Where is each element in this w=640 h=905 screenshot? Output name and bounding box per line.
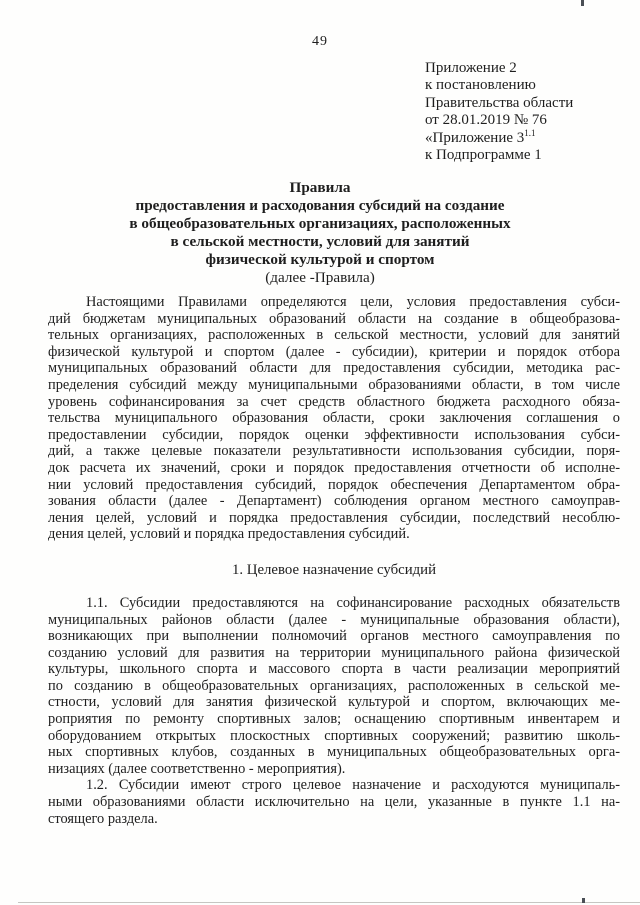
text-line: физической культурой и спортом: [205, 250, 435, 268]
intro-paragraph: [48, 294, 620, 543]
text-line: док расчета их значений, сроки и порядок предоставления отчетности об исполне-: [48, 459, 620, 476]
text-line: дения целей, условий и порядка предоставления субсидий.: [48, 526, 410, 543]
appendix-ref-line: [425, 127, 573, 147]
text-line: тельных организациях, расположенных в сельской местности, условий для занятий: [48, 327, 620, 344]
text-line: низациях (далее соответственно - мероприятия).: [48, 760, 346, 777]
appendix-last-line: к Подпрограмме 1: [425, 147, 542, 164]
text-line: дий бюджетам муниципальных образований области на создание в общеобразова-: [48, 310, 620, 327]
text-line: зования области (далее - Департамент) соблюдения органом местного самоуправ-: [48, 493, 620, 510]
text-line: ления целей, условий и порядка предоставления субсидии, последствий несоблю-: [48, 509, 620, 526]
text-line: уровень софинансирования за счет средств областного бюджета расходного обяза-: [48, 393, 620, 410]
document-title-lines: [0, 179, 640, 269]
text-line: созданию условий для развития на территории муниципального района физической: [48, 644, 620, 661]
text-line: ных спортивных клубов, созданных в муниципальных общеобразовательных орга-: [48, 744, 620, 761]
text-line: физической культурой и спортом (далее - субсидии), критерии и порядок отбора: [48, 343, 620, 360]
section-1-heading: 1. Целевое назначение субсидий: [231, 561, 437, 578]
text-line: муниципальных районов области (далее - муниципальные образования области),: [48, 611, 620, 628]
text-line: муниципальных образований области для предоставления субсидии, методика рас-: [48, 360, 620, 377]
text-line: по созданию в общеобразовательных организациях, расположенных в сельской ме-: [48, 677, 620, 694]
text-line: роприятия по ремонту спортивных залов; оснащению спортивным инвентарем и: [48, 711, 620, 728]
text-line: стоящего раздела.: [48, 810, 158, 827]
document-title-block: [0, 179, 640, 286]
scan-artifact-top-tick: [581, 0, 584, 6]
paragraph-1-2: [48, 777, 620, 827]
text-line: дий, а также целевые показатели результативности использования субсидии, поря-: [48, 443, 620, 460]
text-line: в общеобразовательных организациях, расположенных: [129, 214, 511, 232]
text-line: ными образованиями области исключительно на цели, указанные в пункте 1.1 на-: [48, 794, 620, 811]
text-line: Правила: [289, 179, 351, 196]
appendix-lines: [425, 60, 573, 130]
text-line: пределения субсидий между муниципальными образованиями области, в том числе: [48, 376, 620, 393]
scan-artifact-bottom-edge-line: [18, 902, 640, 903]
text-line: оборудованием открытых плоскостных спортивных сооружений; развитию школь-: [48, 727, 620, 744]
text-line: стности, условий для занятия физической культурой и спортом, включающих ме-: [48, 694, 620, 711]
document-title-subtitle: (далее -Правила): [265, 268, 375, 286]
text-line: предоставлении субсидии, порядок оценки эффективности использования субси-: [48, 426, 620, 443]
text-line: в сельской местности, условий для занятий: [170, 232, 470, 250]
text-line: тельства муниципального образования области, сроки заключения соглашения о: [48, 410, 620, 427]
page-number: 49: [312, 34, 328, 49]
text-line: 1.1. Субсидии предоставляются на софинансирование расходных обязательств: [86, 594, 620, 611]
text-line: к постановлению: [425, 77, 536, 94]
scan-artifact-bottom-tick: [582, 898, 585, 903]
appendix-ref-superscript: 1.1: [524, 127, 536, 138]
appendix-block: [425, 60, 573, 164]
text-line: Правительства области: [425, 94, 574, 111]
text-line: Настоящими Правилами определяются цели, условия предоставления субси-: [86, 294, 620, 310]
paragraph-1-1: [48, 595, 620, 778]
appendix-ref-text: «Приложение 3: [425, 129, 525, 146]
text-line: 1.2. Субсидии имеют строго целевое назначение и расходуются муниципаль-: [86, 777, 620, 794]
text-line: Приложение 2: [425, 60, 517, 76]
text-line: предоставления и расходования субсидий на создание: [135, 196, 505, 214]
text-line: возникающих при выполнении полномочий органов местного самоуправления по: [48, 628, 620, 645]
text-line: нии условий предоставления субсидий, порядок обеспечения Департаментом обра-: [48, 476, 620, 493]
text-line: культуры, школьного спорта и массового спорта в части реализации мероприятий: [48, 661, 620, 678]
document-body: [48, 294, 620, 827]
text-line: от 28.01.2019 № 76: [425, 112, 547, 129]
